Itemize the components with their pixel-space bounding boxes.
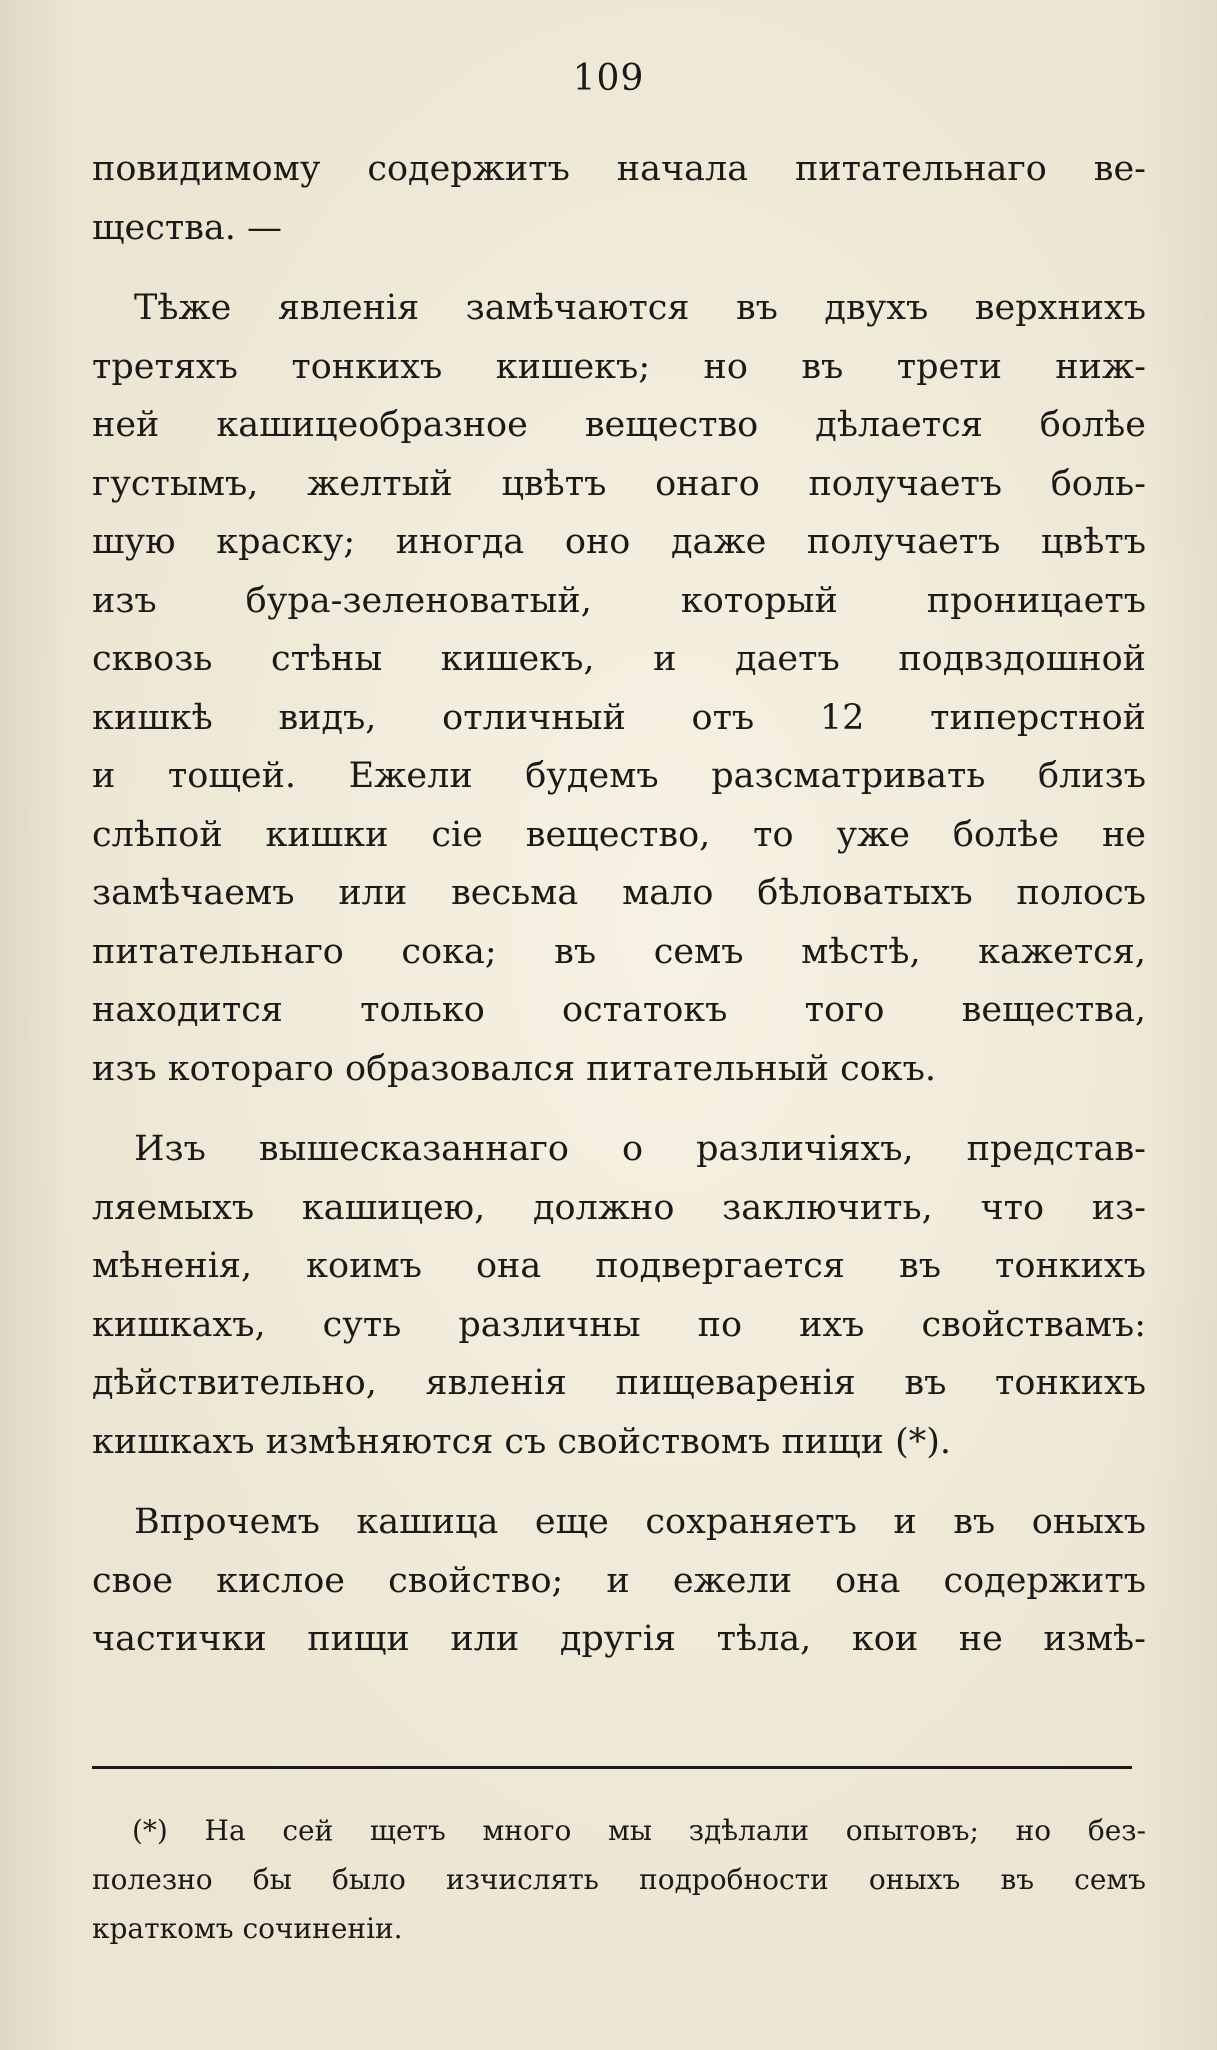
text-line: кишкахъ, суть различны по ихъ свойствамъ: <box>92 1304 1146 1345</box>
text-line: находится только остатокъ того вещества, <box>92 990 1146 1030</box>
page-number: 109 <box>572 58 645 99</box>
text-line: кишкахъ измѣняются съ свойствомъ пищи (*). <box>92 1421 952 1462</box>
paragraph-1 <box>92 140 1146 257</box>
footnote-line: (*) На сей щетъ много мы здѣлали опытовъ; но без- <box>132 1814 1146 1847</box>
text-line: шую краску; иногда оно даже получаетъ цвѣтъ <box>92 522 1146 562</box>
body-text <box>92 140 1146 1669</box>
footnote <box>92 1806 1146 1953</box>
text-line: замѣчаемъ или весьма мало бѣловатыхъ полосъ <box>92 873 1146 913</box>
text-line: питательнаго сока; въ семъ мѣстѣ, кажется, <box>92 931 1146 972</box>
text-line: свое кислое свойство; и ежели она содержитъ <box>92 1560 1146 1601</box>
paragraph-4 <box>92 1493 1146 1669</box>
text-line: ляемыхъ кашицею, должно заключить, что из- <box>92 1187 1146 1228</box>
text-line: повидимому содержитъ начала питательнаго ве- <box>92 149 1146 189</box>
text-line: изъ котораго образовался питательный сокъ. <box>92 1048 937 1089</box>
text-line: мѣненія, коимъ она подвергается въ тонкихъ <box>92 1246 1146 1286</box>
text-line: и тощей. Ежели будемъ разсматривать близъ <box>92 756 1146 796</box>
text-line: третяхъ тонкихъ кишекъ; но въ трети ниж- <box>92 346 1146 387</box>
text-line: частички пищи или другія тѣла, кои не измѣ- <box>92 1619 1146 1659</box>
footnote-line: краткомъ сочиненіи. <box>92 1912 403 1945</box>
paragraph-2 <box>92 279 1146 1098</box>
paragraph-3 <box>92 1120 1146 1471</box>
footnote-divider <box>92 1766 1132 1769</box>
text-line: густымъ, желтый цвѣтъ онаго получаетъ боль- <box>92 463 1146 504</box>
text-line: сквозь стѣны кишекъ, и даетъ подвздошной <box>92 639 1146 679</box>
text-line: Тѣже явленія замѣчаются въ двухъ верхнихъ <box>134 288 1146 328</box>
text-line: слѣпой кишки сіе вещество, то уже болѣе не <box>92 814 1146 855</box>
text-line: Впрочемъ кашица еще сохраняетъ и въ оныхъ <box>134 1502 1146 1542</box>
text-line: кишкѣ видъ, отличный отъ 12 типерстной <box>92 697 1146 738</box>
text-line: изъ бура-зеленоватый, который проницаетъ <box>92 580 1146 621</box>
text-line: Изъ вышесказаннаго о различіяхъ, представ- <box>134 1129 1146 1169</box>
text-line: дѣйствительно, явленія пищеваренія въ тонкихъ <box>92 1363 1146 1403</box>
text-line: щества. — <box>92 207 283 248</box>
footnote-line: полезно бы было изчислять подробности оныхъ въ семъ <box>92 1863 1146 1896</box>
text-line: ней кашицеобразное вещество дѣлается болѣе <box>92 405 1146 445</box>
